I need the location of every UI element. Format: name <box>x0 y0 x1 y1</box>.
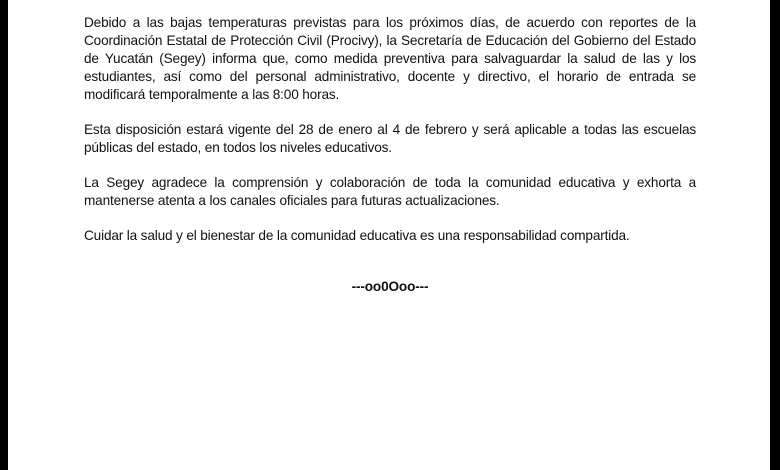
end-separator: ---oo0Ooo--- <box>351 279 429 294</box>
paragraph-validity-dates: Esta disposición estará vigente del 28 de enero al 4 de febrero y será aplicable a todas las escuelas públicas del estado, en todos los niveles educativos. <box>84 122 696 155</box>
document-page <box>8 0 770 470</box>
document-body <box>84 14 696 296</box>
paragraph-closing: Cuidar la salud y el bienestar de la comunidad educativa es una responsabilidad compartida. <box>84 228 630 243</box>
paragraph-acknowledgement: La Segey agradece la comprensión y colaboración de toda la comunidad educativa y exhorta a mantenerse atenta a los canales oficiales para futuras actualizaciones. <box>84 175 696 208</box>
paragraph-weather-notice: Debido a las bajas temperaturas previstas para los próximos días, de acuerdo con reportes de la Coordinación Estatal de Protección Civil (Procivy), la Secretaría de Educación del Gobierno del Estado de Yucatán (Segey) informa que, como medida preventiva para salvaguardar la salud de las y los estudiantes, así como del personal administrativo, docente y directivo, el horario de entrada se modificará temporalmente a las 8:00 horas. <box>84 15 696 102</box>
